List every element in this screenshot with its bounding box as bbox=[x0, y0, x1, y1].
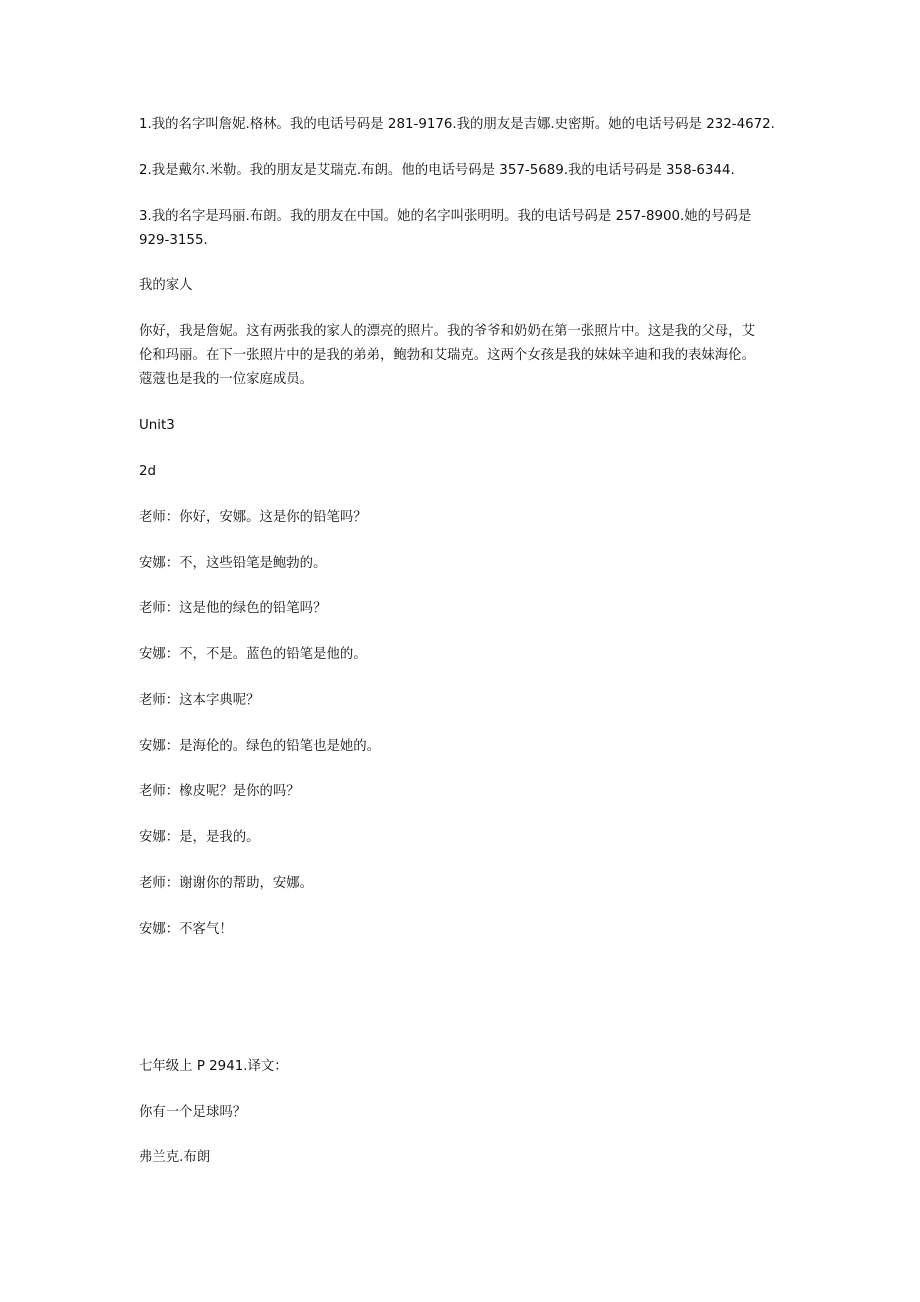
paragraph-1: 1.我的名字叫詹妮.格林。我的电话号码是 281-9176.我的朋友是吉娜.史密斯。她的电话号码是 232-4672. bbox=[139, 117, 775, 132]
dialogue-line: 老师：这本字典呢？ bbox=[139, 693, 260, 708]
dialogue-line: 安娜：是，是我的。 bbox=[139, 830, 260, 845]
paragraph-2: 2.我是戴尔.米勒。我的朋友是艾瑞克.布朗。他的电话号码是 357-5689.我的电话号码是 358-6344. bbox=[139, 163, 735, 178]
author-line: 弗兰克.布朗 bbox=[139, 1150, 211, 1165]
question-line: 你有一个足球吗？ bbox=[139, 1105, 247, 1120]
family-title: 我的家人 bbox=[139, 278, 193, 293]
dialogue-line: 安娜：不，不是。蓝色的铅笔是他的。 bbox=[139, 647, 367, 662]
dialogue-line: 老师：你好，安娜。这是你的铅笔吗？ bbox=[139, 510, 367, 525]
dialogue-line: 安娜：是海伦的。绿色的铅笔也是她的。 bbox=[139, 739, 381, 754]
dialogue-line: 安娜：不客气！ bbox=[139, 922, 233, 937]
family-paragraph-line-2: 伦和玛丽。在下一张照片中的是我的弟弟，鲍勃和艾瑞克。这两个女孩是我的妹妹辛迪和我的表妹海伦。 bbox=[139, 348, 755, 363]
paragraph-3-line-2: 929-3155. bbox=[139, 233, 208, 248]
dialogue-line: 安娜：不，这些铅笔是鲍勃的。 bbox=[139, 556, 327, 571]
reference-line: 七年级上 P 2941.译文： bbox=[139, 1059, 288, 1074]
paragraph-3-line-1: 3.我的名字是玛丽.布朗。我的朋友在中国。她的名字叫张明明。我的电话号码是 257-8900.她的号码是 bbox=[139, 209, 752, 224]
section-heading: 2d bbox=[139, 464, 157, 479]
family-paragraph-line-1: 你好，我是詹妮。这有两张我的家人的漂亮的照片。我的爷爷和奶奶在第一张照片中。这是我的父母，艾 bbox=[139, 324, 755, 339]
dialogue-line: 老师：橡皮呢？是你的吗？ bbox=[139, 784, 300, 799]
dialogue-line: 老师：这是他的绿色的铅笔吗？ bbox=[139, 601, 327, 616]
family-paragraph-line-3: 蔻蔻也是我的一位家庭成员。 bbox=[139, 372, 314, 387]
dialogue-line: 老师：谢谢你的帮助，安娜。 bbox=[139, 876, 314, 891]
unit-heading: Unit3 bbox=[139, 418, 175, 433]
